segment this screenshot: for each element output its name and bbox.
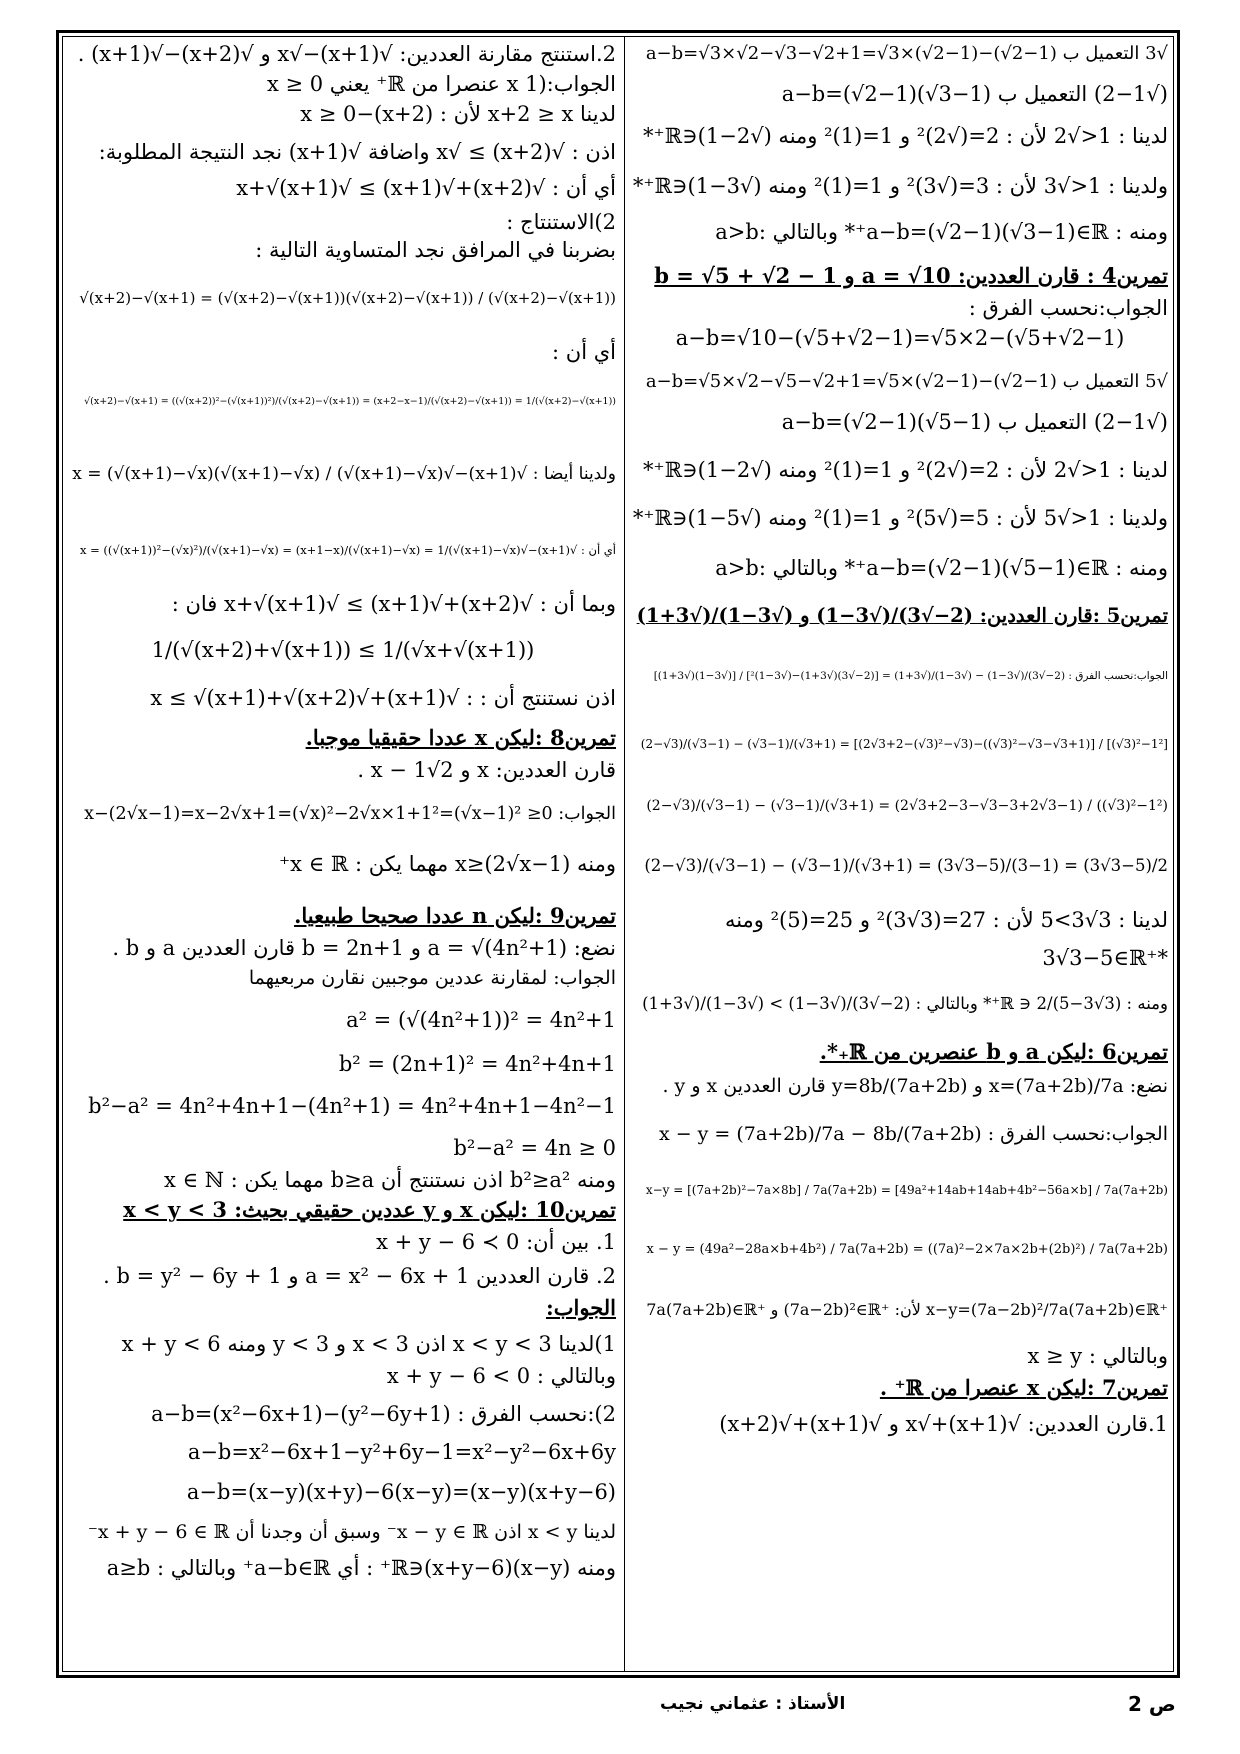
left-line: 1/(√(x+2)+√(x+1)) ≤ 1/(√x+√(x+1)) bbox=[151, 638, 535, 662]
answer-label: الجواب:نحسب الفرق : x − y = (7a+2b)/7a − 8b/(7a+2b) bbox=[658, 1123, 1168, 1145]
right-line: 7a(7a+2b)∈ℝ⁺ و (7a−2b)²∈ℝ⁺ :لأن x−y=(7a−2b)²/7a(7a+2b)∈ℝ⁺ bbox=[646, 1300, 1168, 1319]
exercise-5-heading: تمرين5 :قارن العددين: (2−√3)/(√3−1) و (√3−1)/(√3+1) bbox=[636, 604, 1168, 627]
answer-label: الجواب: لمقارنة عددين موجبين نقارن مربعيهما bbox=[248, 967, 616, 989]
left-line: b² = (2n+1)² = 4n²+4n+1 bbox=[338, 1052, 616, 1076]
right-line: (2−√3)/(√3−1) − (√3−1)/(√3+1) = [(2√3+2−(√3)²−√3)−((√3)²−√3−√3+1)] / [(√3)²−1²] bbox=[640, 737, 1168, 751]
right-line: الجواب:نحسب الفرق : (2−√3)/(√3−1) − (√3−1)/(√3+1) = [(2−√3)(√3+1)−(√3−1)²] / [(√3−1)(√3+1)] bbox=[653, 670, 1168, 682]
left-line: وبما أن : √(x+2)+√(x+1) ≥ √x+√(x+1) فان : bbox=[171, 592, 616, 616]
left-line: أي أن : bbox=[552, 340, 616, 364]
right-line: لدينا : 1<√2 لأن : 2=(√2)² و 1=(1)² ومنه (√2−1)∈ℝ⁺* bbox=[643, 124, 1168, 148]
right-line: ومنه : a−b=(√2−1)(√3−1)∈ℝ⁺* وبالتالي :a>b bbox=[715, 220, 1168, 244]
right-line: ومنه : a−b=(√2−1)(√5−1)∈ℝ⁺* وبالتالي :a>b bbox=[715, 556, 1168, 580]
left-line: أي أن : √(x+1)−√x = ((√(x+1))²−(√x)²)/(√(x+1)−√x) = (x+1−x)/(√(x+1)−√x) = 1/(√(x+1)−√x) bbox=[79, 543, 616, 557]
exercise-9-heading: تمرين9 :ليكن n عددا صحيحا طبيعيا. bbox=[294, 903, 616, 928]
right-line: x − y = (49a²−28a×b+4b²) / 7a(7a+2b) = ((7a)²−2×7a×2b+(2b)²) / 7a(7a+2b) bbox=[646, 1242, 1168, 1257]
answer-label: الجواب: bbox=[546, 1295, 616, 1320]
left-line: ولدينا أيضا : √(x+1)−√x = (√(x+1)−√x)(√(x+1)−√x) / (√(x+1)−√x) bbox=[72, 464, 616, 484]
left-line: ومنه (x−y)(x+y−6)∈ℝ⁺ : أي a−b∈ℝ⁺ وبالتالي : a≥b bbox=[106, 1556, 616, 1580]
left-line: a−b=(x−y)(x+y)−6(x−y)=(x−y)(x+y−6) bbox=[186, 1480, 616, 1504]
left-line: اذن : √(x+2) ≥ √x واضافة √(x+1) نجد النتيجة المطلوبة: bbox=[98, 140, 616, 164]
left-line: الجواب: x−(2√x−1)=x−2√x+1=(√x)²−2√x×1+1²=(√x−1)² ≥0 bbox=[84, 804, 616, 824]
right-line: وبالتالي : x ≥ y bbox=[1027, 1344, 1168, 1368]
right-line: 3√3−5∈ℝ⁺* bbox=[1042, 946, 1168, 970]
left-line: قارن العددين: x و 2√x − 1 . bbox=[357, 758, 616, 782]
left-line: ومنه x≥(2√x−1) مهما يكن : x ∈ ℝ⁺ bbox=[278, 852, 616, 876]
left-line: اذن نستنتج أن : : √(x+1)+√x ≤ √(x+1)+√(x+2) bbox=[150, 686, 616, 710]
left-line: بضربنا في المرافق نجد المتساوية التالية : bbox=[255, 238, 616, 262]
right-line: √5 التعميل ب a−b=√5×√2−√5−√2+1=√5×(√2−1)−(√2−1) bbox=[645, 371, 1168, 392]
right-line: (2−√3)/(√3−1) − (√3−1)/(√3+1) = (3√3−5)/(3−1) = (3√3−5)/2 bbox=[644, 856, 1168, 875]
left-line: 1)لدينا x < y < 3 اذن x < 3 و y < 3 ومنه x + y < 6 bbox=[121, 1332, 616, 1356]
left-line: أي أن : √(x+2)+√(x+1) ≥ √x+√(x+1) bbox=[236, 176, 616, 200]
right-line: x−y = [(7a+2b)²−7a×8b] / 7a(7a+2b) = [49a²+14ab+14ab+4b²−56a×b] / 7a(7a+2b) bbox=[645, 1183, 1168, 1197]
exercise-8-heading: تمرين8 :ليكن x عددا حقيقيا موجبا. bbox=[305, 725, 616, 750]
left-line: 1. بين أن: x + y − 6 ≺ 0 bbox=[376, 1230, 616, 1254]
exercise-4-heading: تمرين4 : قارن العددين: a = √10 و b = √5 + √2 − 1 bbox=[654, 263, 1168, 288]
left-line: وبالتالي : x + y − 6 < 0 bbox=[386, 1364, 616, 1388]
right-line: (√2−1) التعميل ب a−b=(√2−1)(√3−1) bbox=[781, 82, 1168, 106]
answer-label: الجواب:(1 x عنصرا من ℝ⁺ يعني x ≥ 0 bbox=[266, 72, 616, 96]
left-line: لدينا x+2 ≥ x لأن : (x+2)−x ≥ 0 bbox=[300, 102, 616, 126]
right-line: ولدينا : 1<√5 لأن : 5=(√5)² و 1=(1)² ومنه (√5−1)∈ℝ⁺* bbox=[632, 506, 1168, 530]
left-line: a−b=x²−6x+1−y²+6y−1=x²−y²−6x+6y bbox=[187, 1440, 616, 1464]
right-line: لدينا : 3√3>5 لأن : 27=(3√3)² و 25=(5)² ومنه bbox=[724, 908, 1168, 932]
left-line: √(x+2)−√(x+1) = (√(x+2)−√(x+1))(√(x+2)−√(x+1)) / (√(x+2)−√(x+1)) bbox=[79, 289, 616, 307]
answer-label: الجواب:نحسب الفرق : bbox=[968, 296, 1168, 320]
right-line: ولدينا : 1<√3 لأن : 3=(√3)² و 1=(1)² ومنه (√3−1)∈ℝ⁺* bbox=[632, 174, 1168, 198]
right-line: نضع: x=(7a+2b)/7a و y=8b/(7a+2b) قارن العددين x و y . bbox=[662, 1075, 1168, 1097]
right-line: (2−√3)/(√3−1) − (√3−1)/(√3+1) = (2√3+2−3−√3−3+2√3−1) / ((√3)²−1²) bbox=[646, 798, 1168, 814]
left-line: ومنه b²≥a² اذن نستنتج أن b≥a مهما يكن : x ∈ ℕ bbox=[164, 1168, 616, 1192]
left-line: b²−a² = 4n ≥ 0 bbox=[453, 1136, 616, 1160]
left-line: 2):نحسب الفرق : a−b=(x²−6x+1)−(y²−6y+1) bbox=[151, 1402, 616, 1426]
author-name: الأستاذ : عثماني نجيب bbox=[660, 1694, 846, 1714]
right-line: √3 التعميل ب a−b=√3×√2−√3−√2+1=√3×(√2−1)−(√2−1) bbox=[645, 43, 1168, 64]
exercise-6-heading: تمرين6 :ليكن a و b عنصرين من ℝ₊*. bbox=[819, 1039, 1168, 1064]
page-number: ص 2 bbox=[1128, 1692, 1176, 1716]
left-line: لدينا x < y اذن x − y ∈ ℝ⁻ وسبق أن وجدنا أن x + y − 6 ∈ ℝ⁻ bbox=[87, 1521, 616, 1543]
right-line: (√2−1) التعميل ب a−b=(√2−1)(√5−1) bbox=[781, 410, 1168, 434]
left-line: b²−a² = 4n²+4n+1−(4n²+1) = 4n²+4n+1−4n²−1 bbox=[88, 1094, 616, 1118]
column-divider bbox=[624, 36, 625, 1672]
left-line: 2.استنتج مقارنة العددين: √(x+1)−√x و √(x+2)−√(x+1) . bbox=[77, 42, 616, 66]
left-line: 2. قارن العددين a = x² − 6x + 1 و b = y² − 6y + 1 . bbox=[103, 1264, 616, 1288]
exercise-10-heading: تمرين10 :ليكن x و y عددين حقيقي بحيث: x < y < 3 bbox=[123, 1197, 616, 1222]
right-line: 1.قارن العددين: √(x+1)+√x و √(x+1)+√(x+2) bbox=[719, 1412, 1168, 1436]
right-line: a−b=√10−(√5+√2−1)=√5×2−(√5+√2−1) bbox=[675, 326, 1125, 350]
left-line: √(x+2)−√(x+1) = ((√(x+2))²−(√(x+1))²)/(√(x+2)−√(x+1)) = (x+2−x−1)/(√(x+2)−√(x+1)) = 1/(√(x+2)−√(x+1)) bbox=[84, 396, 616, 407]
right-line: لدينا : 1<√2 لأن : 2=(√2)² و 1=(1)² ومنه (√2−1)∈ℝ⁺* bbox=[643, 458, 1168, 482]
left-line: a² = (√(4n²+1))² = 4n²+1 bbox=[346, 1008, 616, 1032]
exercise-7-heading: تمرين7 :ليكن x عنصرا من ℝ⁺ . bbox=[879, 1375, 1168, 1400]
left-line: 2)الاستنتاج : bbox=[506, 210, 616, 234]
right-line: ومنه : (3√3−5)/2 ∈ ℝ⁺* وبالتالي : (2−√3)/(√3−1) > (√3−1)/(√3+1) bbox=[642, 994, 1168, 1013]
left-line: نضع: a = √(4n²+1) و b = 2n+1 قارن العددين a و b . bbox=[112, 936, 616, 960]
